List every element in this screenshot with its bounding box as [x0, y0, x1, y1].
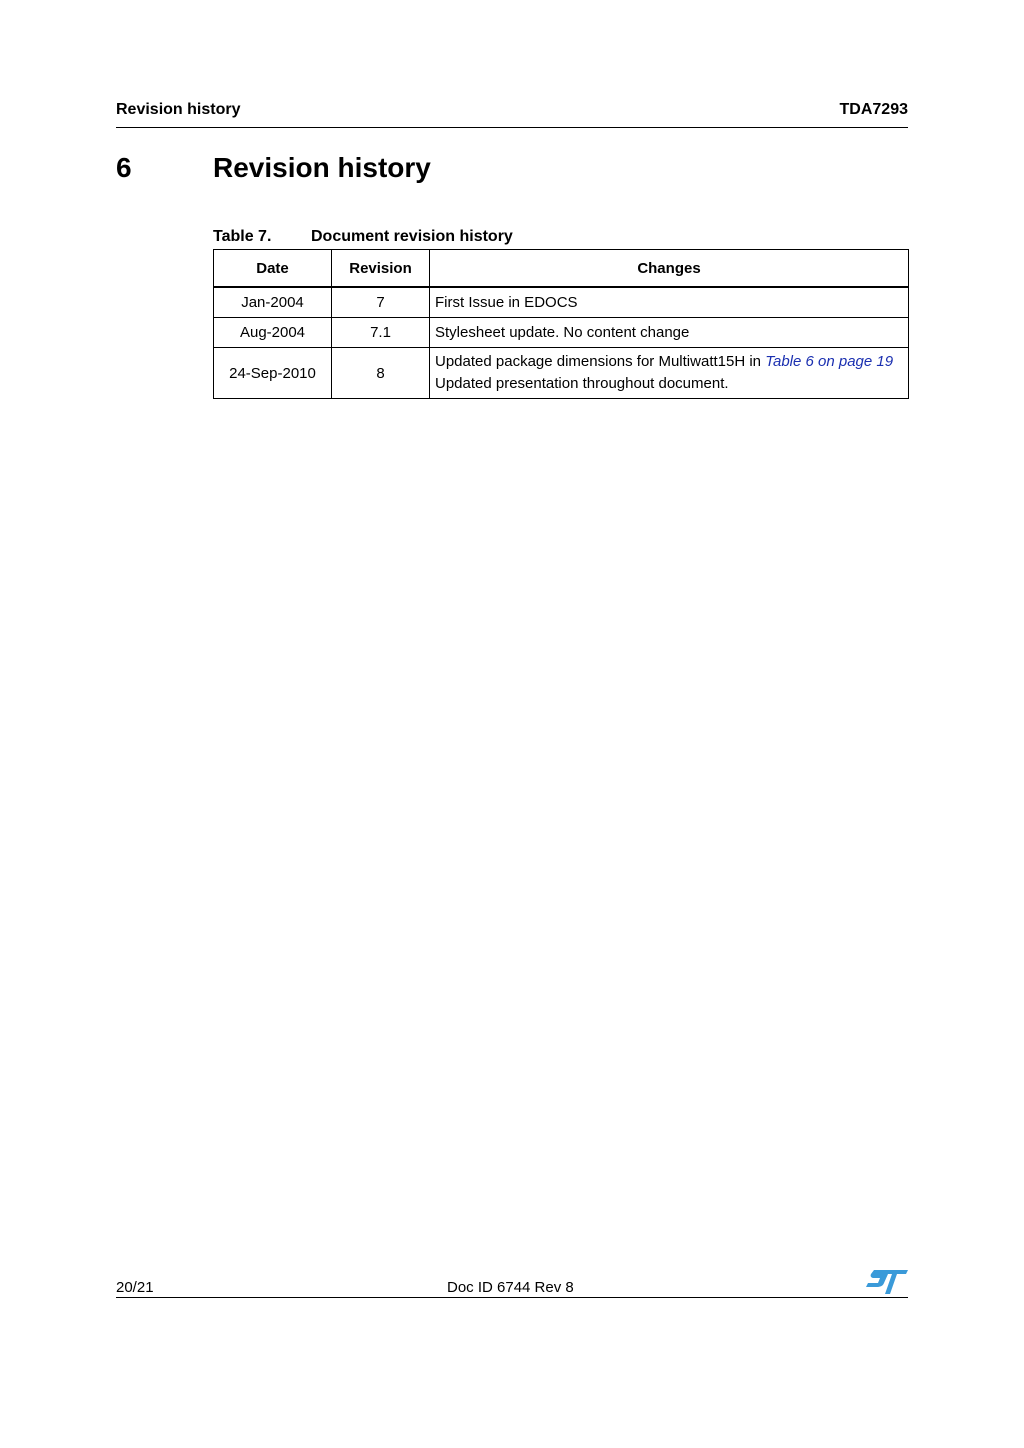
cell-revision: 8 — [332, 348, 430, 399]
change-text: Updated package dimensions for Multiwatt15H in — [435, 353, 766, 370]
section-number: 6 — [116, 152, 132, 183]
page-number: 20/21 — [116, 1279, 154, 1296]
table-row — [214, 287, 909, 318]
column-header-date: Date — [214, 250, 332, 288]
change-line: Updated presentation throughout document. — [435, 375, 729, 392]
column-header-revision: Revision — [332, 250, 430, 288]
cell-changes — [430, 348, 909, 399]
cell-date: Aug-2004 — [214, 318, 332, 348]
cross-reference-link[interactable]: Table 6 on page 19 — [765, 353, 894, 370]
section-title: Revision history — [213, 152, 431, 183]
doc-id: Doc ID 6744 Rev 8 — [447, 1279, 574, 1296]
running-header-product: TDA7293 — [839, 101, 908, 118]
cell-changes: First Issue in EDOCS — [430, 287, 909, 318]
cell-revision: 7.1 — [332, 318, 430, 348]
change-line — [435, 351, 903, 373]
table-row — [214, 348, 909, 399]
cell-changes: Stylesheet update. No content change — [430, 318, 909, 348]
table-caption-label: Table 7. — [213, 228, 272, 245]
cell-date: Jan-2004 — [214, 287, 332, 318]
table-header-row — [214, 250, 909, 288]
revision-table — [213, 249, 909, 399]
cell-revision: 7 — [332, 287, 430, 318]
table-caption — [213, 228, 513, 246]
table-caption-title: Document revision history — [311, 228, 513, 245]
header-rule — [116, 127, 908, 128]
st-logo-icon — [866, 1270, 908, 1294]
column-header-changes: Changes — [430, 250, 909, 288]
table-row — [214, 318, 909, 348]
cell-date: 24-Sep-2010 — [214, 348, 332, 399]
footer-rule — [116, 1297, 908, 1298]
running-header-section: Revision history — [116, 101, 241, 118]
